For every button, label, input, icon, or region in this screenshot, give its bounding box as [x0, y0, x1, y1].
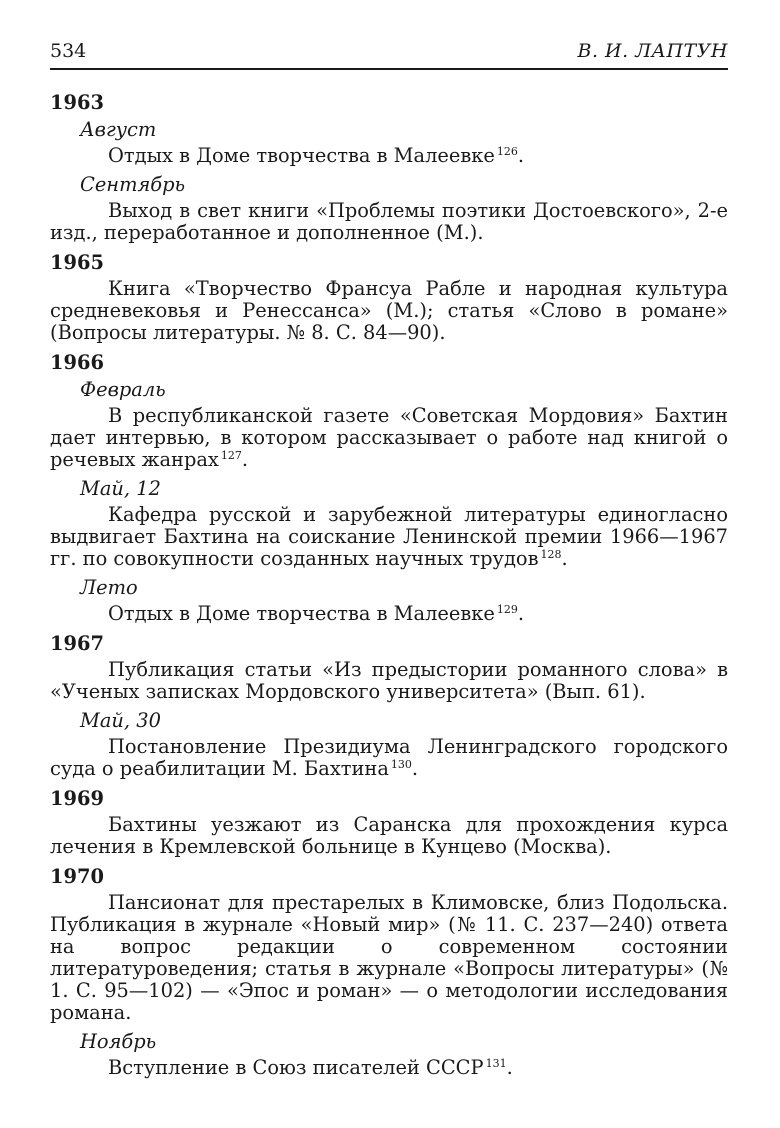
event-paragraph: В республиканской газете «Советская Мордовия» Бахтин дает интервью, в котором рассказывает о работе над книгой о речевых жанрах $^{127}$. — [50, 404, 728, 471]
event-paragraph: Публикация статьи «Из предыстории романного слова» в «Ученых записках Мордовского университета» (Вып. 61). — [50, 658, 728, 703]
year-heading: 1965 — [50, 251, 104, 274]
event-paragraph: Отдых в Доме творчества в Малеевке $^{129}$. — [108, 602, 525, 625]
event-paragraph: Кафедра русской и зарубежной литературы единогласно выдвигает Бахтина на соискание Ленинской премии 1966—1967 гг. по совокупности созданных научных трудов $^{128}$. — [50, 503, 728, 570]
month-subheading: Февраль — [80, 378, 166, 401]
season-subheading: Лето — [80, 576, 138, 599]
event-paragraph: Выход в свет книги «Проблемы поэтики Достоевского», 2-е изд., переработанное и дополненное (М.). — [50, 199, 728, 244]
page-number: 534 — [50, 40, 87, 62]
date-subheading: Май, 12 — [80, 477, 161, 500]
event-paragraph: Вступление в Союз писателей СССР $^{131}$. — [108, 1056, 513, 1079]
footnote-ref: 126 — [496, 144, 518, 158]
footnote-ref: 129 — [496, 602, 518, 616]
running-title: В. И. ЛАПТУН — [577, 40, 728, 62]
year-heading: 1963 — [50, 91, 104, 114]
month-subheading: Август — [80, 118, 157, 141]
page-header — [50, 40, 728, 70]
event-paragraph: Постановление Президиума Ленинградского городского суда о реабилитации М. Бахтина $^{130}$. — [50, 735, 728, 780]
footnote-ref: 130 — [390, 757, 412, 771]
year-heading: 1966 — [50, 351, 104, 374]
event-paragraph: Бахтины уезжают из Саранска для прохождения курса лечения в Кремлевской больнице в Кунцево (Москва). — [50, 813, 728, 858]
footnote-ref: 131 — [485, 1056, 507, 1070]
month-subheading: Ноябрь — [80, 1030, 157, 1053]
year-heading: 1969 — [50, 787, 104, 810]
chronology-body — [50, 90, 728, 1083]
date-subheading: Май, 30 — [80, 709, 161, 732]
event-paragraph: Отдых в Доме творчества в Малеевке $^{126}$. — [108, 144, 525, 167]
footnote-ref: 127 — [220, 448, 242, 462]
month-subheading: Сентябрь — [80, 173, 186, 196]
footnote-ref: 128 — [540, 547, 562, 561]
year-heading: 1970 — [50, 865, 104, 888]
year-heading: 1967 — [50, 632, 104, 655]
event-paragraph: Книга «Творчество Франсуа Рабле и народная культура средневековья и Ренессанса» (М.); статья «Слово в романе» (Вопросы литературы. № 8. С. 84—90). — [50, 277, 728, 344]
event-paragraph: Пансионат для престарелых в Климовске, близ Подольска. Публикация в журнале «Новый мир» (№ 11. С. 237—240) ответа на вопрос редакции о современном состоянии литературоведения; статья в журнале «Вопросы литературы» (№ 1. С. 95—102) — «Эпос и роман» — о методологии исследования романа. — [50, 891, 728, 1024]
